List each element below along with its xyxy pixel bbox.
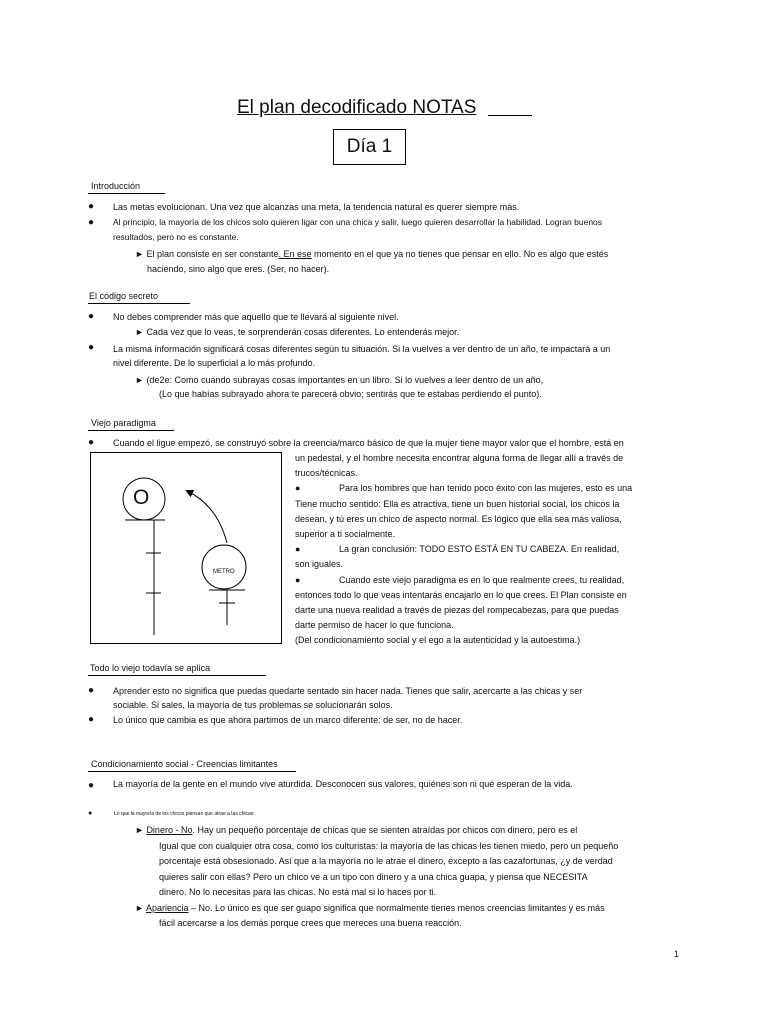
- bullet: ●: [295, 544, 301, 555]
- bullet: ●: [88, 810, 93, 817]
- old-bullet-2: Lo único que cambia es que ahora partimos de un marco diferente: de ser, no de hacer.: [113, 715, 463, 725]
- intro-bullet-2: Al principio, la mayoría de los chicos solo quieren ligar con una chica y salir, luego quieren desarrollar la habilidad. Logran buenos resultados, pero no es constante.: [113, 217, 603, 242]
- intro-bullet-1: Las metas evolucionan. Una vez que alcanzas una meta, la tendencia natural es querer siempre más.: [113, 202, 520, 212]
- section-underline: [88, 430, 174, 431]
- secret-sub-1: ► Cada vez que lo veas, te sorprenderán cosas diferentes. Lo entenderás mejor.: [135, 327, 460, 337]
- cond-bullet-2-small: Lo que la mayoría de los chicos piensan que atrae a las chicas:: [114, 811, 255, 817]
- section-underline: [88, 675, 266, 676]
- bullet: ●: [88, 201, 95, 212]
- arrow-icon: ►: [135, 825, 144, 835]
- bullet: ●: [88, 311, 95, 322]
- man-figure: [202, 545, 246, 625]
- page-title: El plan decodificado NOTAS: [237, 97, 477, 118]
- arrow-curve: [187, 491, 227, 543]
- secret-bullet-2: La misma información significará cosas diferentes según tu situación. Si la vuelves a ver dentro de un año, te impactará a un nivel diferente. De lo superficial a lo más profundo.: [113, 344, 611, 368]
- bullet: ●: [88, 437, 95, 448]
- bullet: ●: [88, 342, 95, 353]
- section-heading-cond: Condicionamiento social - Creencias limitantes: [91, 759, 278, 769]
- bullet: ●: [295, 483, 301, 494]
- man-label: METRO: [213, 569, 235, 575]
- day-label: Día 1: [346, 136, 393, 157]
- section-heading-secret: El código secreto: [89, 291, 159, 301]
- section-heading-paradigm: Viejo paradigma: [91, 418, 156, 428]
- bullet: ●: [88, 714, 95, 725]
- woman-label: O: [133, 486, 150, 509]
- section-underline: [88, 771, 296, 772]
- arrow-icon: ►: [135, 375, 144, 385]
- page-number: 1: [674, 949, 680, 959]
- intro-sub-1-cont: haciendo, sino algo que eres. (Ser, no hacer).: [147, 264, 330, 274]
- section-heading-intro: Introducción: [91, 181, 141, 191]
- bullet: ●: [88, 780, 95, 791]
- cond-bullet-1: La mayoría de la gente en el mundo vive aturdida. Desconocen sus valores, quiénes son ni qué esperan de la vida.: [113, 779, 573, 789]
- paradigm-text: un pedestal, y el hombre necesita encontrar alguna forma de llegar allí a través de trucos/técnicas. ● Para los hombres que han tenido poco éxito con las mujeres, esto es una Tiene mucho sentido: Ella es atractiva, tiene un buen historial social, los chicos la desean, y tú eres un chico de aspecto normal. Es lógico que ella sea más valiosa, superior a ti socialmente. ● La gran conclusión: TODO ESTO ESTÁ EN TU CABEZA. En realidad, son iguales. ● Cuando este viejo paradigma es en lo que realmente crees, tu realidad, entonces todo lo que veas intentarás encajarlo en lo que crees. El Plan consiste en darte una nueva realidad a través de piezas del rompecabezas, para que puedas darte permiso de hacer lo que funciona. (Del condicionamiento social y el ego a la autenticidad y la autoestima.): [295, 453, 633, 646]
- paradigm-bullet-1: Cuando el ligue empezó, se construyó sobre la creencia/marco básico de que la mujer tiene mayor valor que el hombre, está en: [113, 438, 624, 448]
- secret-bullet-1: No debes comprender más que aquello que te llevará al siguiente nivel.: [113, 312, 399, 322]
- day-box: [333, 129, 406, 165]
- paradigm-diagram: [90, 452, 282, 644]
- section-heading-old: Todo lo viejo todavía se aplica: [90, 663, 211, 673]
- section-underline: [88, 303, 190, 304]
- secret-sub-2: ► (de2e: Como cuando subrayas cosas importantes en un libro. Si lo vuelves a leer dentro de un año, (Lo que habías subrayado ahora te parecerá obvio; sentirás que te estabas perdiendo el punto).: [135, 375, 544, 399]
- bullet: ●: [295, 574, 301, 585]
- old-bullet-1: Aprender esto no significa que puedas quedarte sentado sin hacer nada. Tienes que salir, acercarte a las chicas y ser sociable. Si sales, la mayoría de tus problemas se solucionarán solos.: [113, 686, 583, 710]
- bullet: ●: [88, 685, 95, 696]
- arrow-icon: ►: [135, 902, 144, 913]
- section-underline: [88, 193, 165, 194]
- intro-sub-1: ► El plan consiste en ser constante. En ese momento en el que ya no tienes que pensar en ello. No es algo que estés: [135, 249, 609, 259]
- bullet: ●: [88, 217, 95, 228]
- cond-money: ► Dinero - No. Hay un pequeño porcentaje de chicas que se sienten atraídas por chicos con dinero, pero es el Igual que con cualquier otra cosa, como los culturistas: la mayoría de las chicas les tienen miedo, pero un pequeño porcentaje está obsesionado. Así que a la mayoría no le atrae el dinero, excepto a las cazafortunas, ¿y de verdad quieres salir con ellas? Pero un chico ve a un tipo con dinero y a una chica guapa, y piensa que NECESITA dinero. No lo necesitas para las chicas. No está mal si lo haces por ti. ► Apariencia – No. Lo único es que ser guapo significa que normalmente tienes menos creencias limitantes y es más fácil acercarse a los demás porque crees que mereces una buena reacción.: [135, 825, 619, 928]
- title-underline-extension: [488, 115, 532, 116]
- arrow-icon: ►: [135, 327, 144, 337]
- arrow-icon: ►: [135, 249, 144, 259]
